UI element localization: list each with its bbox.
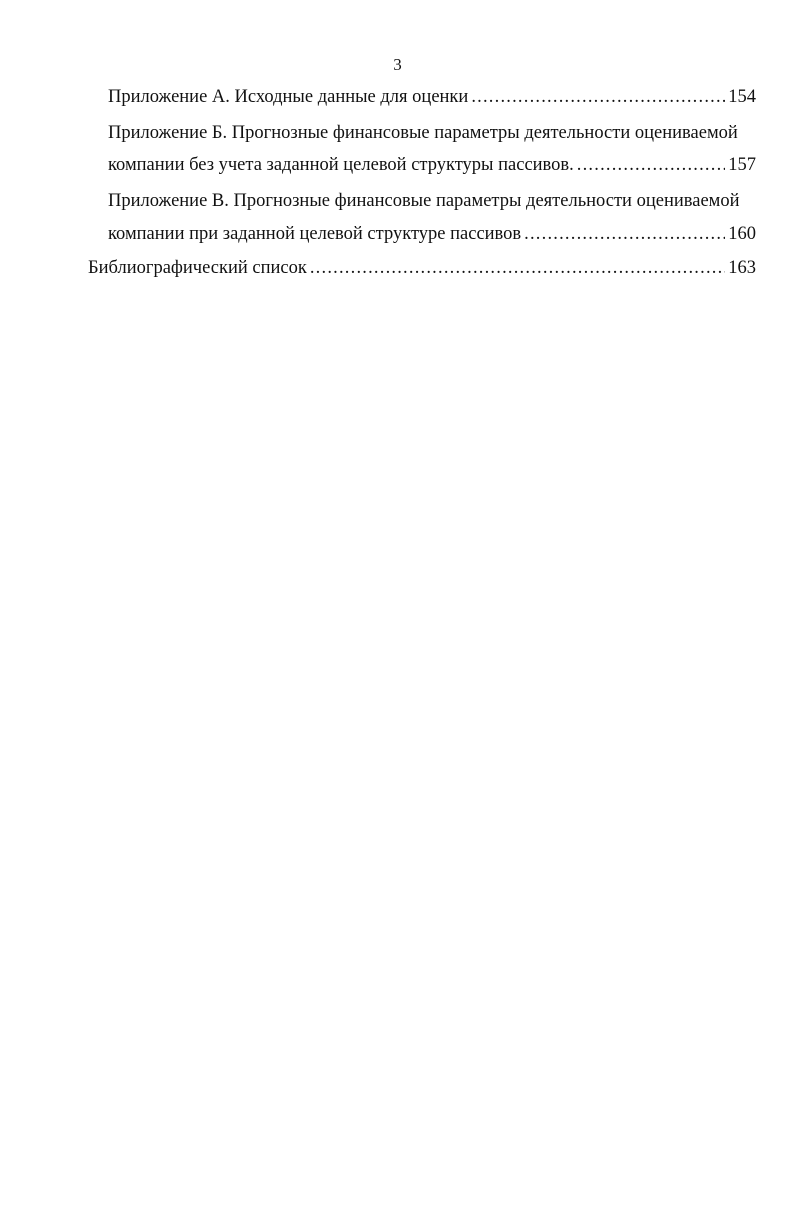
toc-entry-bibliography[interactable] bbox=[88, 255, 756, 281]
toc-entry-title: Приложение Б. Прогнозные финансовые параметры деятельности оцениваемой bbox=[108, 123, 738, 143]
toc-entry-page: 160 bbox=[728, 224, 756, 244]
toc-entry-title: Библиографический список bbox=[88, 258, 307, 278]
toc-entry-title-continued: компании при заданной целевой структуре пассивов bbox=[108, 224, 522, 244]
toc-entry-title-continued: компании без учета заданной целевой структуры пассивов. bbox=[108, 155, 574, 175]
toc-entry-page: 157 bbox=[728, 155, 756, 175]
dot-leader bbox=[471, 84, 725, 110]
toc-entry-appendix-c-line2[interactable] bbox=[108, 221, 756, 247]
dot-leader bbox=[524, 221, 725, 247]
toc-entry-page: 163 bbox=[728, 258, 756, 278]
toc-entry-appendix-a[interactable] bbox=[108, 84, 756, 110]
toc-entry-appendix-b-line1[interactable] bbox=[108, 120, 756, 146]
toc-entry-appendix-b-line2[interactable] bbox=[108, 152, 756, 178]
toc-entry-page: 154 bbox=[728, 87, 756, 107]
toc-entry-title: Приложение А. Исходные данные для оценки bbox=[108, 87, 469, 107]
page-number: 3 bbox=[393, 55, 402, 74]
dot-leader bbox=[310, 255, 725, 281]
toc-entry-appendix-c-line1[interactable] bbox=[108, 188, 756, 214]
dot-leader bbox=[577, 152, 725, 178]
toc-entry-title: Приложение В. Прогнозные финансовые параметры деятельности оцениваемой bbox=[108, 191, 740, 211]
